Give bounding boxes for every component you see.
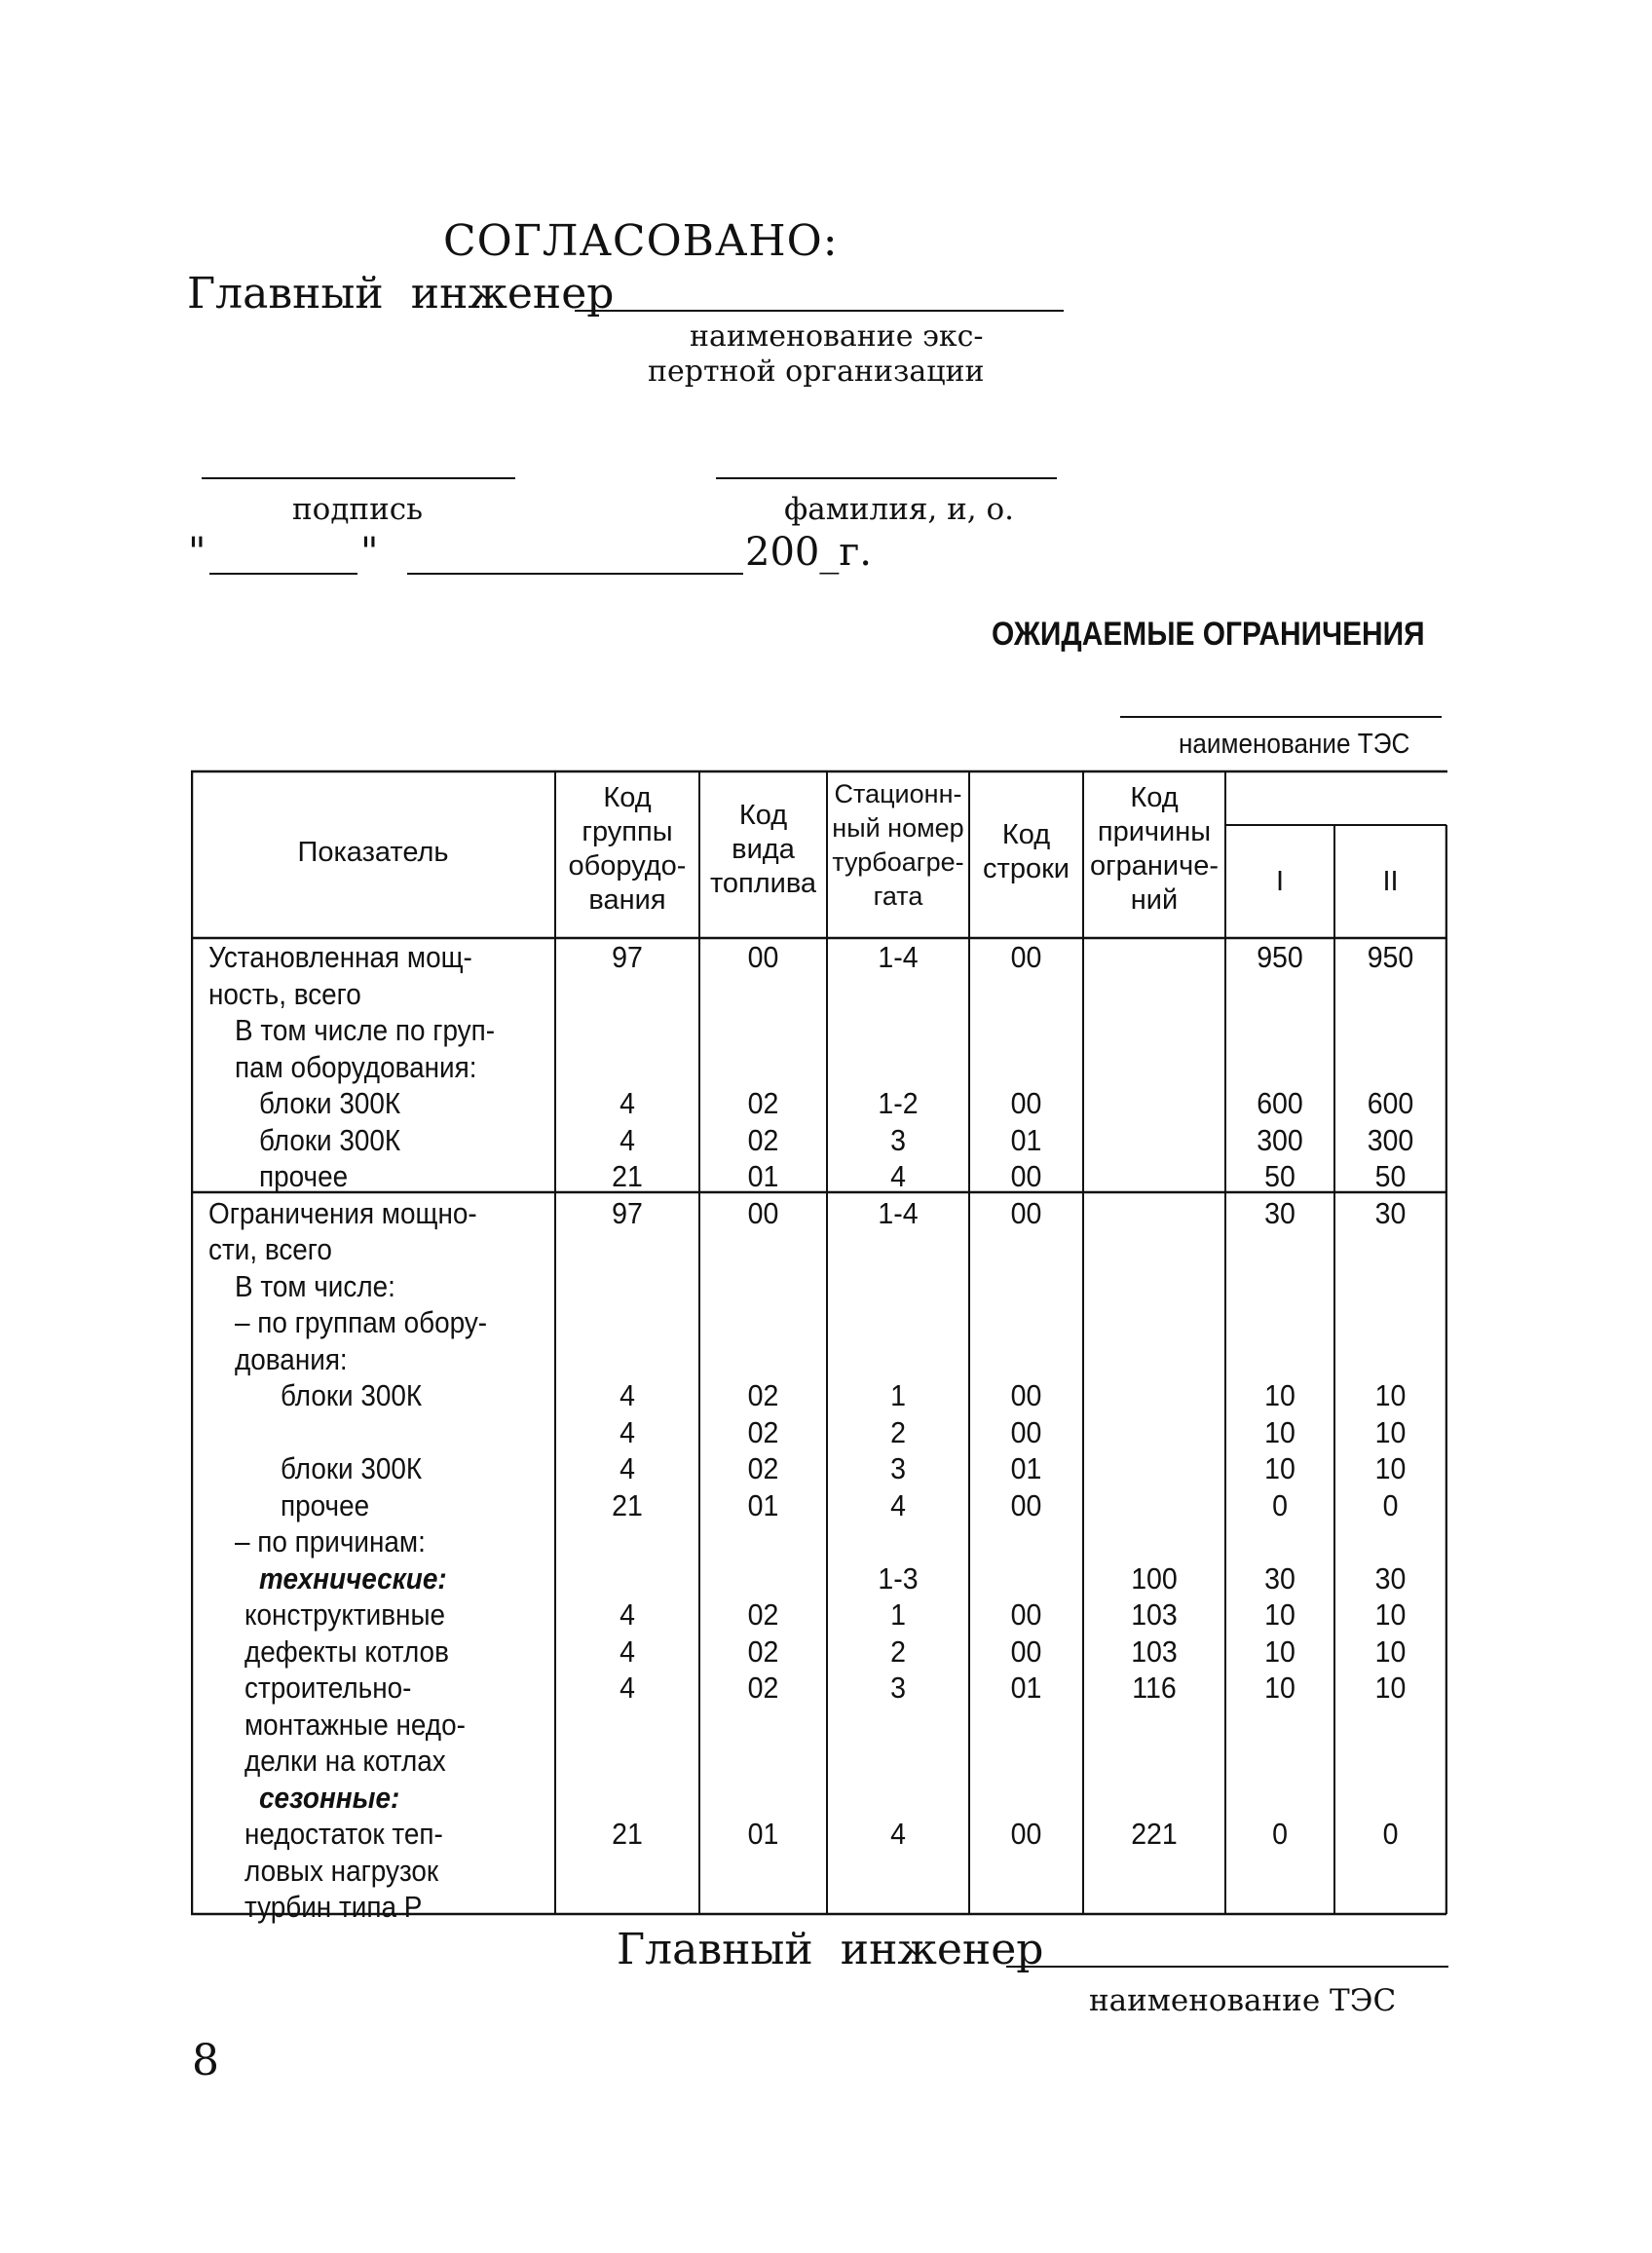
cell-ii: 600 bbox=[1367, 1086, 1414, 1120]
row-label: делки на котлах bbox=[244, 1744, 446, 1778]
cell-ii: 950 bbox=[1367, 940, 1414, 974]
cell-ii: 30 bbox=[1374, 1195, 1407, 1230]
cell-reason: 100 bbox=[1131, 1560, 1178, 1596]
cell-fuel: 02 bbox=[747, 1671, 779, 1705]
row-label: Ограничения мощно- bbox=[208, 1195, 477, 1230]
cell-fuel: 01 bbox=[747, 1817, 779, 1851]
cell-row: 00 bbox=[1010, 940, 1042, 974]
signature-caption: подпись bbox=[292, 492, 423, 527]
cell-fuel: 02 bbox=[747, 1414, 779, 1449]
cell-ii: 10 bbox=[1374, 1451, 1407, 1485]
date-day-line bbox=[209, 573, 357, 575]
cell-ii: 50 bbox=[1374, 1159, 1407, 1193]
cell-i: 50 bbox=[1264, 1159, 1295, 1193]
row-label: монтажные недо- bbox=[244, 1707, 466, 1742]
cell-row: 01 bbox=[1010, 1451, 1042, 1485]
cell-group: 97 bbox=[612, 1195, 643, 1230]
cell-unit: 1-3 bbox=[878, 1560, 919, 1596]
cell-i: 0 bbox=[1272, 1817, 1288, 1851]
cell-group: 4 bbox=[620, 1451, 635, 1485]
cell-unit: 1-2 bbox=[878, 1086, 919, 1120]
tes-name-line bbox=[1120, 716, 1442, 718]
cell-i: 30 bbox=[1264, 1560, 1295, 1596]
cell-group: 4 bbox=[620, 1378, 635, 1412]
cell-unit: 4 bbox=[890, 1487, 906, 1522]
row-label: блоки 300К bbox=[259, 1122, 401, 1157]
cell-row: 00 bbox=[1010, 1195, 1042, 1230]
row-label: турбин типа Р bbox=[244, 1890, 423, 1924]
cell-row: 01 bbox=[1010, 1671, 1042, 1705]
cell-reason: 103 bbox=[1131, 1597, 1178, 1632]
restrictions-table bbox=[191, 770, 1447, 1924]
row-label: – по причинам: bbox=[235, 1524, 426, 1558]
cell-row: 00 bbox=[1010, 1159, 1042, 1193]
header-unit-number: Стационн- ный номер турбоагре- гата bbox=[832, 779, 964, 911]
cell-i: 10 bbox=[1264, 1597, 1295, 1632]
header-row-code: Код строки bbox=[983, 819, 1070, 884]
cell-fuel: 02 bbox=[747, 1086, 779, 1120]
row-label: сти, всего bbox=[208, 1232, 332, 1266]
approval-heading: СОГЛАСОВАНО: bbox=[443, 216, 839, 266]
cell-unit: 1-4 bbox=[878, 940, 919, 974]
cell-i: 0 bbox=[1272, 1487, 1288, 1522]
cell-row: 00 bbox=[1010, 1597, 1042, 1632]
cell-ii: 300 bbox=[1367, 1122, 1414, 1157]
cell-group: 4 bbox=[620, 1597, 635, 1632]
cell-i: 300 bbox=[1257, 1122, 1303, 1157]
approver-signature-line bbox=[575, 310, 1064, 312]
cell-unit: 2 bbox=[890, 1414, 906, 1449]
cell-row: 00 bbox=[1010, 1086, 1042, 1120]
cell-i: 600 bbox=[1257, 1086, 1303, 1120]
cell-unit: 1 bbox=[890, 1378, 906, 1412]
cell-group: 97 bbox=[612, 940, 643, 974]
cell-ii: 10 bbox=[1374, 1597, 1407, 1632]
cell-ii: 30 bbox=[1374, 1560, 1407, 1596]
cell-reason: 103 bbox=[1131, 1633, 1178, 1669]
header-col-II: II bbox=[1382, 866, 1399, 897]
cell-group: 4 bbox=[620, 1414, 635, 1449]
page-number: 8 bbox=[192, 2036, 219, 2085]
cell-fuel: 02 bbox=[747, 1597, 779, 1632]
cell-ii: 10 bbox=[1374, 1378, 1407, 1412]
cell-group: 4 bbox=[620, 1633, 635, 1669]
cell-unit: 1-4 bbox=[878, 1195, 919, 1230]
tes-caption-top: наименование ТЭС bbox=[1179, 729, 1410, 760]
cell-ii: 10 bbox=[1374, 1633, 1407, 1669]
row-label: В том числе: bbox=[235, 1268, 395, 1303]
cell-unit: 4 bbox=[890, 1159, 906, 1193]
tes-caption-bottom: наименование ТЭС bbox=[1089, 1983, 1397, 2018]
cell-row: 00 bbox=[1010, 1487, 1042, 1522]
cell-i: 950 bbox=[1257, 940, 1303, 974]
cell-i: 10 bbox=[1264, 1414, 1295, 1449]
cell-unit: 4 bbox=[890, 1817, 906, 1851]
cell-group: 21 bbox=[612, 1817, 643, 1851]
cell-fuel: 02 bbox=[747, 1378, 779, 1412]
header-group-code: Код группы оборудо- вания bbox=[568, 782, 687, 916]
cell-i: 10 bbox=[1264, 1633, 1295, 1669]
cell-row: 00 bbox=[1010, 1414, 1042, 1449]
cell-ii: 10 bbox=[1374, 1671, 1407, 1705]
cell-row: 01 bbox=[1010, 1122, 1042, 1157]
name-line bbox=[716, 477, 1057, 479]
row-label: недостаток теп- bbox=[244, 1817, 443, 1851]
cell-group: 4 bbox=[620, 1671, 635, 1705]
cell-i: 10 bbox=[1264, 1378, 1295, 1412]
row-label: дефекты котлов bbox=[244, 1633, 449, 1669]
cell-row: 00 bbox=[1010, 1633, 1042, 1669]
date-quote-open: " bbox=[188, 530, 206, 575]
bottom-approver-label: Главный инженер bbox=[617, 1925, 1044, 1974]
cell-fuel: 02 bbox=[747, 1451, 779, 1485]
cell-group: 21 bbox=[612, 1487, 643, 1522]
row-label: блоки 300К bbox=[281, 1451, 423, 1485]
row-label: прочее bbox=[259, 1159, 349, 1193]
cell-group: 4 bbox=[620, 1122, 635, 1157]
row-label: дования: bbox=[235, 1341, 348, 1376]
cell-fuel: 01 bbox=[747, 1487, 779, 1522]
cell-unit: 3 bbox=[890, 1122, 906, 1157]
date-month-line bbox=[407, 573, 743, 575]
cell-fuel: 00 bbox=[747, 940, 779, 974]
row-label: Установленная мощ- bbox=[208, 940, 472, 974]
cell-group: 21 bbox=[612, 1159, 643, 1193]
header-fuel-code: Код вида топлива bbox=[709, 800, 817, 899]
date-year: 200_г. bbox=[745, 530, 873, 575]
row-label: ловых нагрузок bbox=[244, 1853, 439, 1888]
row-label: блоки 300К bbox=[281, 1378, 423, 1412]
header-indicator: Показатель bbox=[297, 837, 449, 868]
row-label: пам оборудования: bbox=[235, 1049, 477, 1084]
cell-ii: 10 bbox=[1374, 1414, 1407, 1449]
cell-i: 30 bbox=[1264, 1195, 1295, 1230]
cell-i: 10 bbox=[1264, 1451, 1295, 1485]
cell-group: 4 bbox=[620, 1086, 635, 1120]
cell-reason: 116 bbox=[1132, 1671, 1177, 1705]
cell-unit: 2 bbox=[890, 1633, 906, 1669]
cell-i: 10 bbox=[1264, 1671, 1295, 1705]
row-label: прочее bbox=[281, 1487, 370, 1522]
cell-unit: 3 bbox=[890, 1451, 906, 1485]
row-label: конструктивные bbox=[244, 1597, 446, 1632]
row-label: – по группам обору- bbox=[235, 1305, 488, 1339]
bottom-signature-line bbox=[1006, 1966, 1448, 1968]
cell-ii: 0 bbox=[1382, 1487, 1399, 1522]
row-label: В том числе по груп- bbox=[235, 1013, 496, 1047]
org-caption-line1: наименование экс- bbox=[690, 319, 984, 354]
cell-fuel: 02 bbox=[747, 1122, 779, 1157]
header-col-I: I bbox=[1275, 866, 1285, 897]
cell-fuel: 00 bbox=[747, 1195, 779, 1230]
cell-unit: 1 bbox=[890, 1597, 906, 1632]
row-label: сезонные: bbox=[259, 1780, 400, 1815]
document-title: ОЖИДАЕМЫЕ ОГРАНИЧЕНИЯ bbox=[992, 616, 1425, 653]
cell-reason: 221 bbox=[1131, 1817, 1178, 1851]
cell-unit: 3 bbox=[890, 1671, 906, 1705]
name-caption: фамилия, и, о. bbox=[784, 492, 1015, 527]
header-reason-code: Код причины ограниче- ний bbox=[1089, 782, 1220, 916]
row-label: технические: bbox=[259, 1560, 447, 1596]
row-label: строительно- bbox=[244, 1671, 412, 1705]
cell-ii: 0 bbox=[1382, 1817, 1399, 1851]
row-label: ность, всего bbox=[208, 976, 361, 1011]
org-caption-line2: пертной организации bbox=[648, 355, 985, 389]
cell-row: 00 bbox=[1010, 1378, 1042, 1412]
signature-line bbox=[202, 477, 515, 479]
row-label: блоки 300К bbox=[259, 1086, 401, 1120]
approver-label: Главный инженер bbox=[187, 269, 615, 319]
cell-fuel: 01 bbox=[747, 1159, 779, 1193]
date-quote-close: " bbox=[360, 530, 379, 575]
cell-fuel: 02 bbox=[747, 1633, 779, 1669]
cell-row: 00 bbox=[1010, 1817, 1042, 1851]
